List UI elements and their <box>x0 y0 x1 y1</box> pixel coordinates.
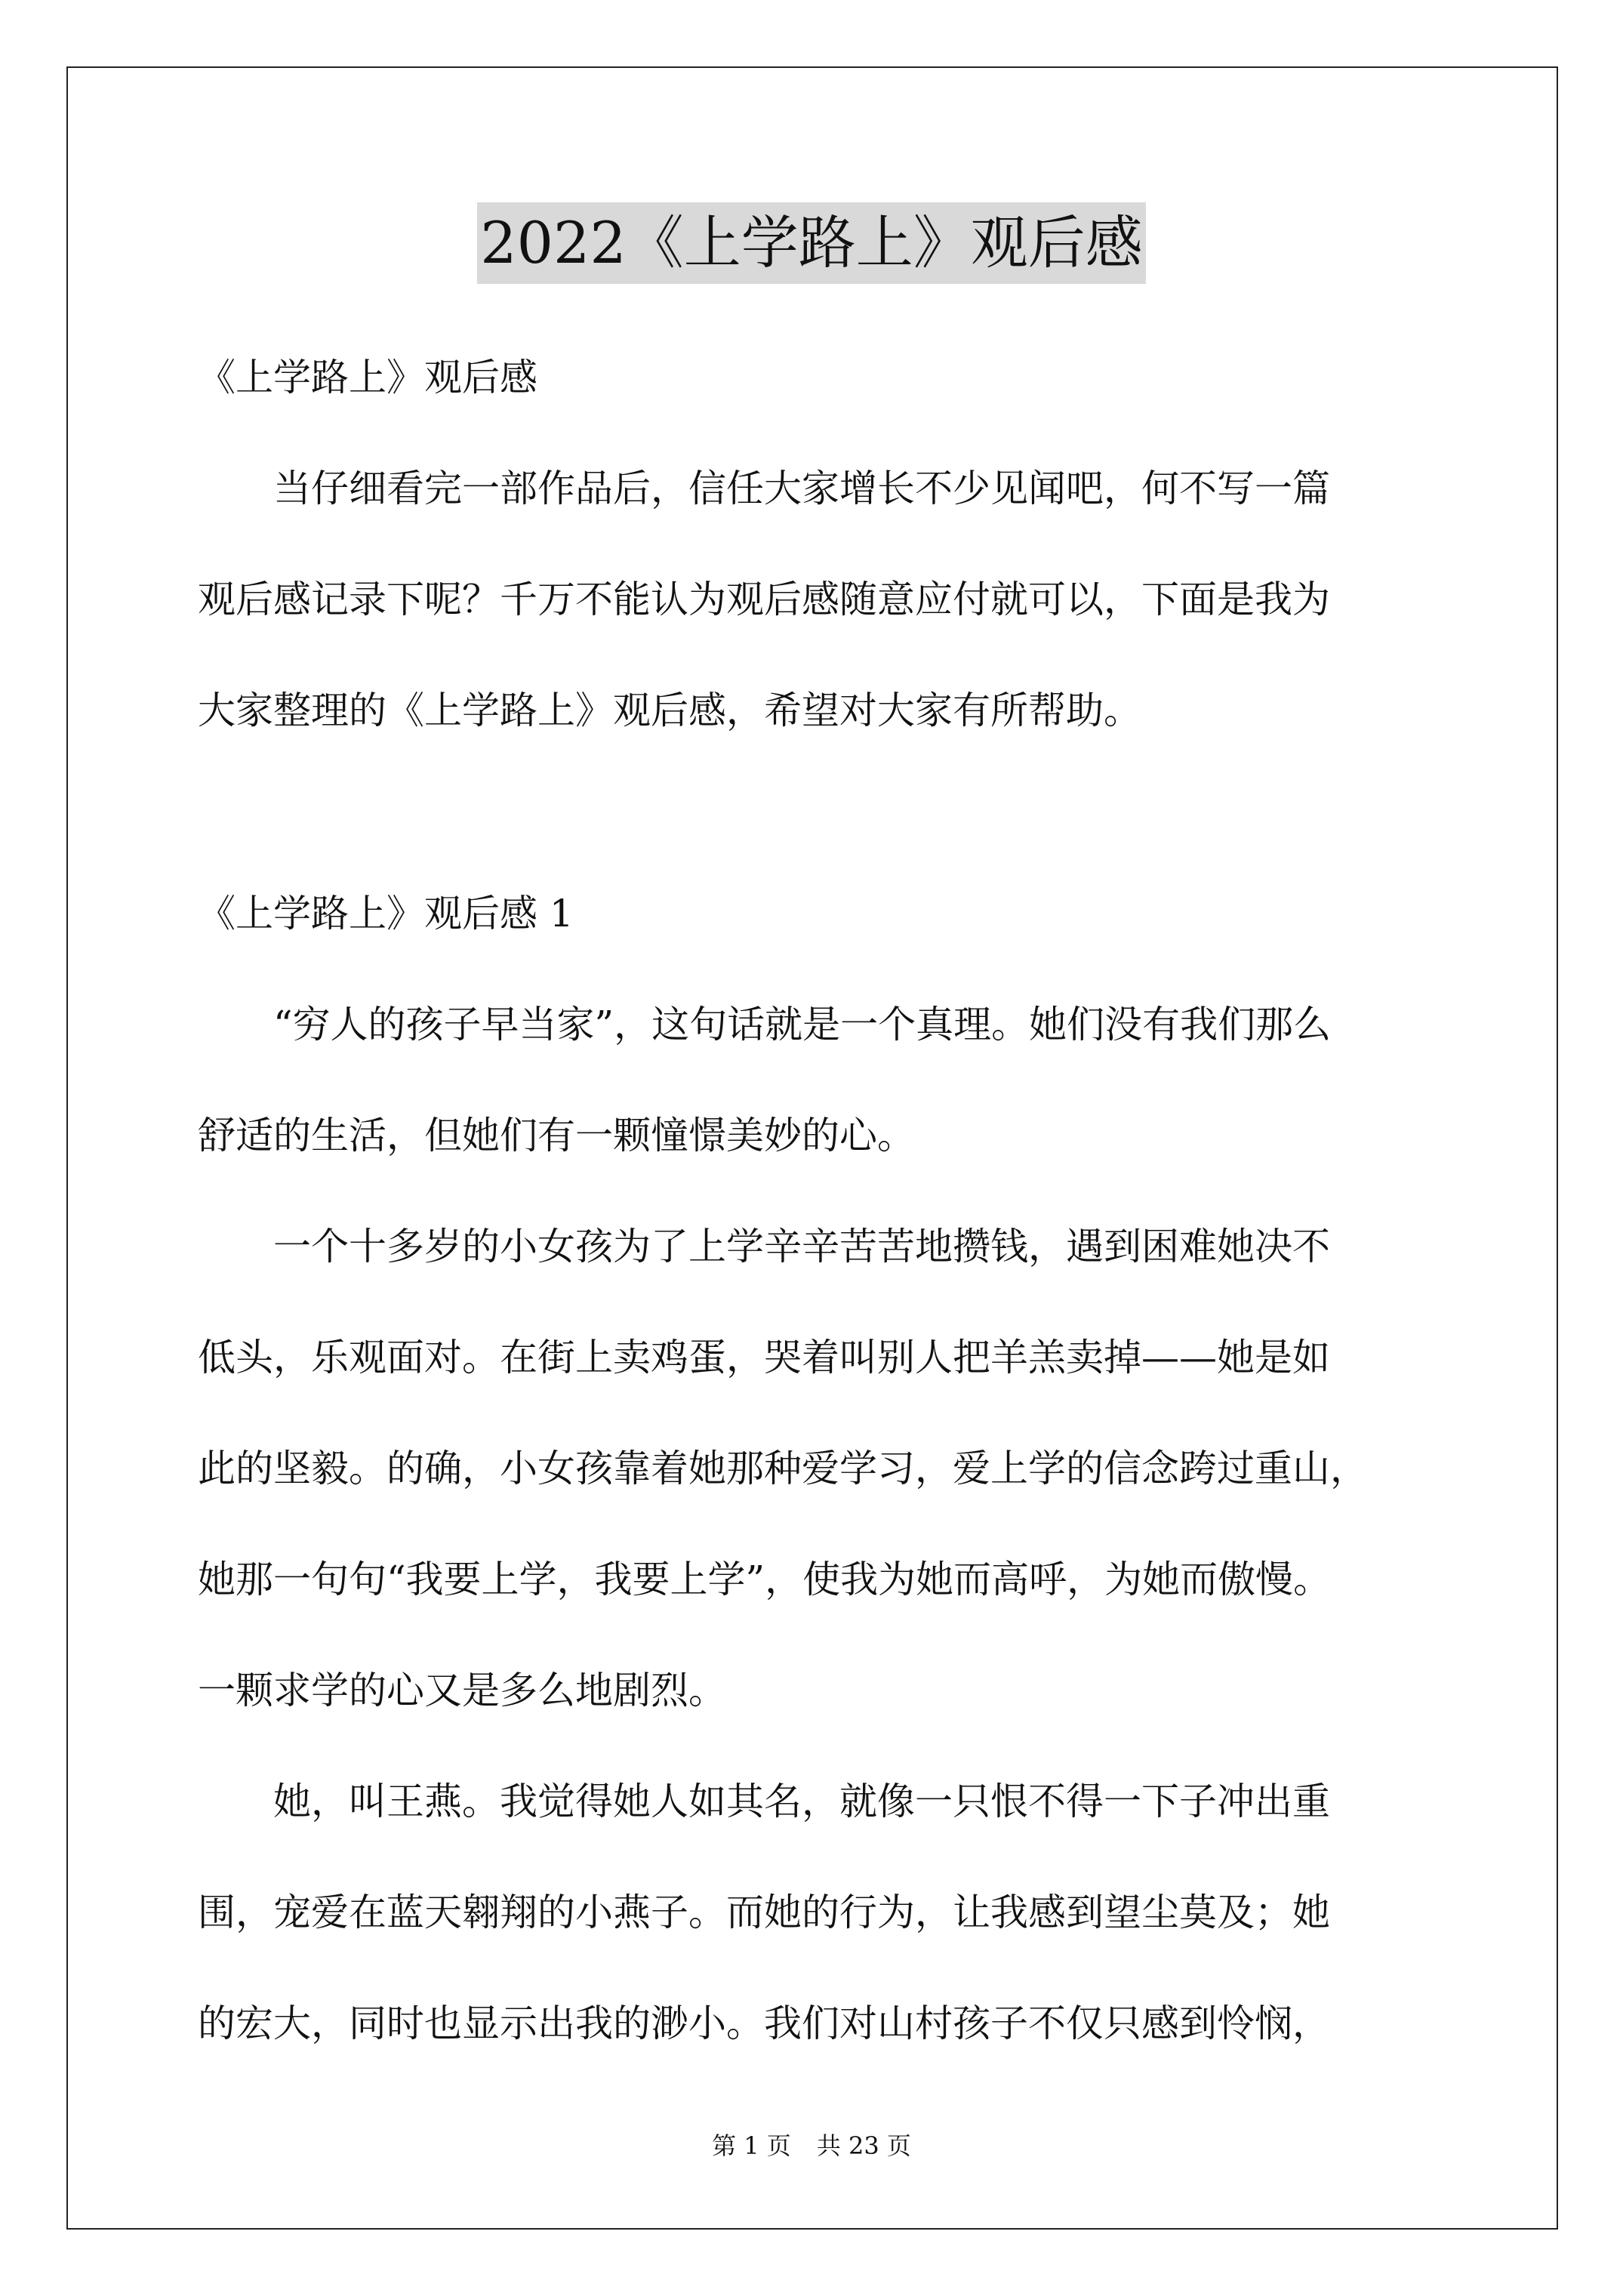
title-container <box>0 202 1623 284</box>
body-line: 围，宠爱在蓝天翱翔的小燕子。而她的行为，让我感到望尘莫及；她 <box>198 1891 1330 1934</box>
page-total: 共 23 页 <box>816 2131 911 2160</box>
page-number: 第 1 页 <box>712 2131 791 2160</box>
body-line: 舒适的生活，但她们有一颗憧憬美妙的心。 <box>198 1114 915 1157</box>
page-footer <box>0 2131 1623 2161</box>
body-line: 一颗求学的心又是多么地剧烈。 <box>198 1669 726 1712</box>
body-line: 当仔细看完一部作品后，信任大家增长不少见闻吧，何不写一篇 <box>198 467 1330 510</box>
body-line: 此的坚毅。的确，小女孩靠着她那种爱学习，爱上学的信念跨过重山， <box>198 1447 1368 1490</box>
body-line: 观后感记录下呢？千万不能认为观后感随意应付就可以，下面是我为 <box>198 578 1330 621</box>
body-line: “穷人的孩子早当家”，这句话就是一个真理。她们没有我们那么 <box>198 1003 1332 1046</box>
body-line: 低头，乐观面对。在街上卖鸡蛋，哭着叫别人把羊羔卖掉——她是如 <box>198 1336 1330 1379</box>
body-line: 的宏大，同时也显示出我的渺小。我们对山村孩子不仅只感到怜悯， <box>198 2002 1330 2045</box>
body-line: 大家整理的《上学路上》观后感，希望对大家有所帮助。 <box>198 689 1141 732</box>
body-line: 她那一句句“我要上学，我要上学”，使我为她而高呼，为她而傲慢。 <box>198 1558 1332 1601</box>
section-heading: 《上学路上》观后感 <box>198 356 537 399</box>
body-line: 她，叫王燕。我觉得她人如其名，就像一只恨不得一下子冲出重 <box>198 1780 1330 1823</box>
section-heading: 《上学路上》观后感 1 <box>198 892 574 935</box>
body-line: 一个十多岁的小女孩为了上学辛辛苦苦地攒钱，遇到困难她决不 <box>198 1225 1330 1268</box>
document-title: 2022《上学路上》观后感 <box>477 202 1145 284</box>
